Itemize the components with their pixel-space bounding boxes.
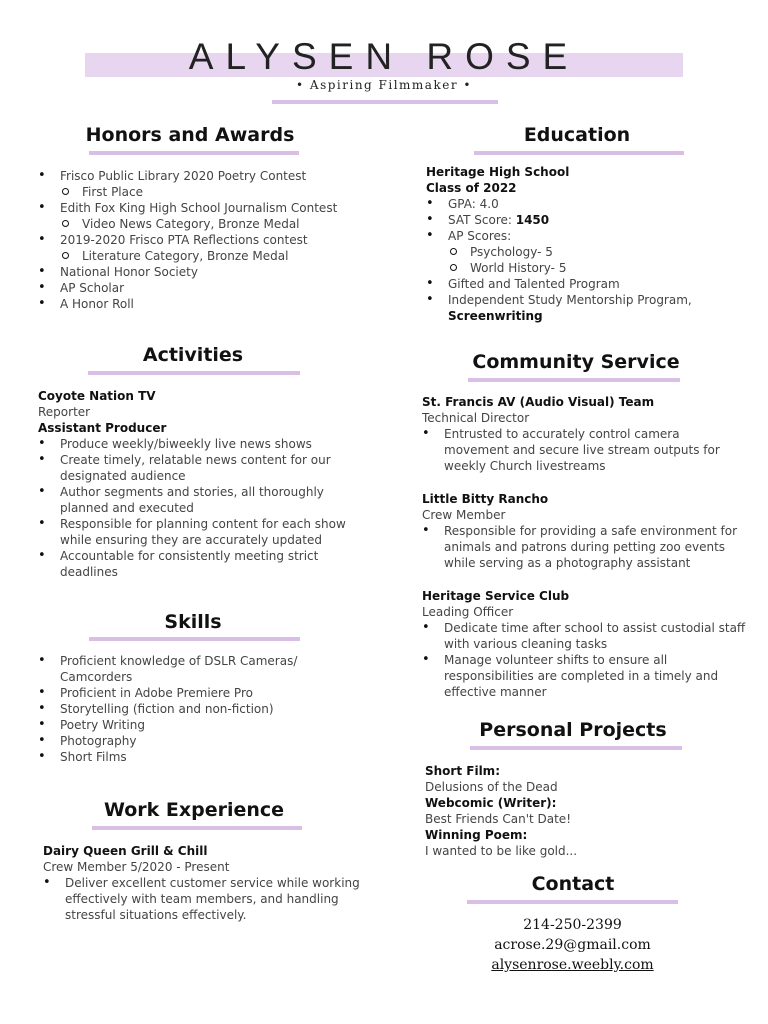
contact-block [455, 915, 690, 975]
projects-block [425, 763, 745, 859]
line: Accountable for consistently meeting strict [60, 549, 319, 563]
candidate-name: ALYSEN ROSE [188, 36, 580, 77]
line: while serving as a photography assistant [444, 556, 691, 570]
line: movement and secure live stream outputs for [444, 443, 720, 457]
work-block [43, 843, 383, 923]
community-list-2 [422, 523, 752, 571]
section-title-activities: Activities [142, 344, 244, 366]
section-title-work: Work Experience [103, 799, 285, 821]
activities-underline [88, 371, 300, 375]
line: Camcorders [60, 670, 133, 684]
line: Entrusted to accurately control camera [444, 427, 680, 441]
list-item [43, 875, 383, 923]
project-label: Winning Poem: [425, 828, 528, 842]
project-value: I wanted to be like gold... [425, 844, 578, 858]
line: designated audience [60, 469, 186, 483]
list-item: • National Honor Society [38, 264, 378, 280]
contact-underline [467, 900, 678, 904]
list-item: • A Honor Roll [38, 296, 378, 312]
line: Produce weekly/biweekly live news shows [60, 437, 312, 451]
tagline-underline [272, 100, 498, 104]
list-item [38, 516, 378, 548]
line: Manage volunteer shifts to ensure all [444, 653, 668, 667]
list-item [38, 653, 378, 685]
community-block [422, 394, 752, 700]
list-item: • Edith Fox King High School Journalism Contest [38, 200, 378, 216]
honors-list [38, 168, 378, 312]
projects-underline [470, 746, 682, 750]
isp-line2: Screenwriting [448, 309, 543, 323]
list-item: • Proficient in Adobe Premiere Pro [38, 685, 378, 701]
list-item: • AP Scores: [426, 228, 746, 244]
school-name: Heritage High School [426, 165, 570, 179]
list-item [426, 212, 746, 228]
list-item [422, 523, 752, 571]
activities-list [38, 436, 378, 580]
education-list [426, 196, 746, 324]
line: animals and patrons during petting zoo events [444, 540, 726, 554]
honors-underline [89, 151, 299, 155]
phone-number: 214-250-2399 [523, 917, 622, 933]
role: Crew Member [422, 508, 506, 522]
section-title-honors: Honors and Awards [85, 124, 295, 146]
community-underline [468, 378, 680, 382]
role: Crew Member 5/2020 - Present [43, 860, 230, 874]
line: Author segments and stories, all thoroughly [60, 485, 324, 499]
section-title-education: Education [523, 124, 631, 146]
section-title-contact: Contact [531, 873, 615, 895]
org-name: St. Francis AV (Audio Visual) Team [422, 395, 655, 409]
line: Proficient knowledge of DSLR Cameras/ [60, 654, 298, 668]
line: stressful situations effectively. [65, 908, 247, 922]
line: Dedicate time after school to assist custodial staff [444, 621, 746, 635]
org-name: Heritage Service Club [422, 589, 570, 603]
skills-underline [89, 637, 300, 641]
list-item: • Short Films [38, 749, 378, 765]
list-item [38, 452, 378, 484]
activities-block [38, 388, 378, 580]
line: responsibilities are completed in a timely and [444, 669, 719, 683]
role: Technical Director [422, 411, 530, 425]
list-item: • Gifted and Talented Program [426, 276, 746, 292]
list-item: • Poetry Writing [38, 717, 378, 733]
skills-list [38, 653, 378, 765]
line: Deliver excellent customer service while working [65, 876, 360, 890]
sat-value: 1450 [515, 213, 550, 227]
sat-label: SAT Score: [448, 213, 516, 227]
list-item [38, 436, 378, 452]
work-list [43, 875, 383, 923]
section-title-projects: Personal Projects [479, 719, 667, 741]
list-item [426, 292, 746, 324]
line: while ensuring they are accurately updated [60, 533, 322, 547]
education-block [426, 164, 746, 324]
org-name: Coyote Nation TV [38, 389, 156, 403]
line: weekly Church livestreams [444, 459, 606, 473]
isp-line1: Independent Study Mentorship Program, [448, 293, 692, 307]
list-item: • AP Scholar [38, 280, 378, 296]
role: Reporter [38, 405, 91, 419]
line: planned and executed [60, 501, 194, 515]
list-item: • 2019-2020 Frisco PTA Reflections contest [38, 232, 378, 248]
list-item: • Photography [38, 733, 378, 749]
list-item: World History- 5 [426, 260, 746, 276]
line: Create timely, relatable news content for our [60, 453, 331, 467]
line: deadlines [60, 565, 118, 579]
list-item: • Frisco Public Library 2020 Poetry Contest [38, 168, 378, 184]
line: effective manner [444, 685, 547, 699]
line: Responsible for planning content for each show [60, 517, 346, 531]
list-item: Video News Category, Bronze Medal [38, 216, 378, 232]
list-item [422, 426, 752, 474]
project-label: Webcomic (Writer): [425, 796, 557, 810]
list-item: Psychology- 5 [426, 244, 746, 260]
list-item [422, 652, 752, 700]
list-item: • Storytelling (fiction and non-fiction) [38, 701, 378, 717]
list-item: • GPA: 4.0 [426, 196, 746, 212]
list-item [38, 548, 378, 580]
class-year: Class of 2022 [426, 181, 517, 195]
line: Responsible for providing a safe environment for [444, 524, 738, 538]
section-title-skills: Skills [164, 611, 222, 633]
line: with various cleaning tasks [444, 637, 608, 651]
community-list-3 [422, 620, 752, 700]
project-value: Best Friends Can't Date! [425, 812, 572, 826]
role: Leading Officer [422, 605, 514, 619]
role: Assistant Producer [38, 421, 167, 435]
tagline: • Aspiring Filmmaker • [296, 78, 472, 92]
list-item: Literature Category, Bronze Medal [38, 248, 378, 264]
education-underline [474, 151, 684, 155]
website-link[interactable]: alysenrose.weebly.com [491, 957, 654, 973]
list-item [38, 484, 378, 516]
line: effectively with team members, and handling [65, 892, 339, 906]
section-title-community: Community Service [472, 351, 680, 373]
list-item: First Place [38, 184, 378, 200]
work-underline [92, 826, 302, 830]
employer-name: Dairy Queen Grill & Chill [43, 844, 208, 858]
community-list-1 [422, 426, 752, 474]
email-address[interactable]: acrose.29@gmail.com [494, 937, 651, 953]
org-name: Little Bitty Rancho [422, 492, 549, 506]
project-label: Short Film: [425, 764, 500, 778]
list-item [422, 620, 752, 652]
project-value: Delusions of the Dead [425, 780, 558, 794]
